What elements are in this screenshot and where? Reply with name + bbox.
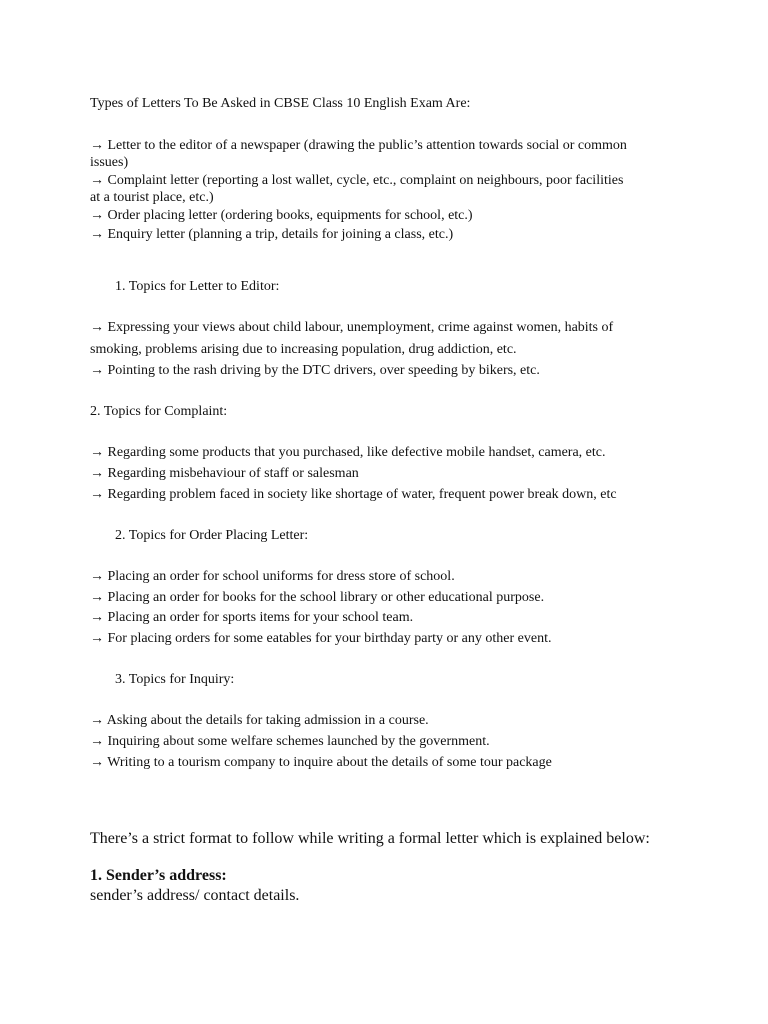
sender-address-heading: 1. Sender’s address: <box>90 867 227 884</box>
list-item: → Placing an order for school uniforms for dress store of school. <box>90 569 455 584</box>
list-item: → Placing an order for books for the school library or other educational purpose. <box>90 590 545 605</box>
list-item: → Pointing to the rash driving by the DTC drivers, over speeding by bikers, etc. <box>90 363 540 378</box>
letter-type-line: → Order placing letter (ordering books, equipments for school, etc.) <box>90 208 473 223</box>
list-item: → Writing to a tourism company to inquire about the details of some tour package <box>90 755 552 770</box>
format-intro: There’s a strict format to follow while writing a formal letter which is explained below: <box>90 830 650 847</box>
section-title-complaint: 2. Topics for Complaint: <box>90 404 228 419</box>
list-item: smoking, problems arising due to increasing population, drug addiction, etc. <box>90 342 517 357</box>
document-heading: Types of Letters To Be Asked in CBSE Class 10 English Exam Are: <box>90 96 471 111</box>
letter-type-line: → Letter to the editor of a newspaper (drawing the public’s attention towards social or common <box>90 138 627 153</box>
list-item: → Regarding misbehaviour of staff or salesman <box>90 466 359 481</box>
section-title-order: 2. Topics for Order Placing Letter: <box>115 528 309 543</box>
letter-type-line: at a tourist place, etc.) <box>90 190 214 205</box>
section-title-inquiry: 3. Topics for Inquiry: <box>115 672 235 687</box>
list-item: → Regarding some products that you purchased, like defective mobile handset, camera, etc. <box>90 445 606 460</box>
list-item: → Expressing your views about child labour, unemployment, crime against women, habits of <box>90 320 614 335</box>
letter-type-line: → Complaint letter (reporting a lost wallet, cycle, etc., complaint on neighbours, poor facilities <box>90 173 624 188</box>
list-item: → Asking about the details for taking admission in a course. <box>90 713 429 728</box>
section-title-editor: 1. Topics for Letter to Editor: <box>115 279 280 294</box>
letter-type-line: issues) <box>90 155 129 170</box>
list-item: → Regarding problem faced in society like shortage of water, frequent power break down, etc <box>90 487 617 502</box>
letter-type-line: → Enquiry letter (planning a trip, details for joining a class, etc.) <box>90 227 454 242</box>
list-item: → Placing an order for sports items for your school team. <box>90 610 414 625</box>
list-item: → For placing orders for some eatables for your birthday party or any other event. <box>90 631 552 646</box>
sender-address-text: sender’s address/ contact details. <box>90 887 300 904</box>
list-item: → Inquiring about some welfare schemes launched by the government. <box>90 734 490 749</box>
